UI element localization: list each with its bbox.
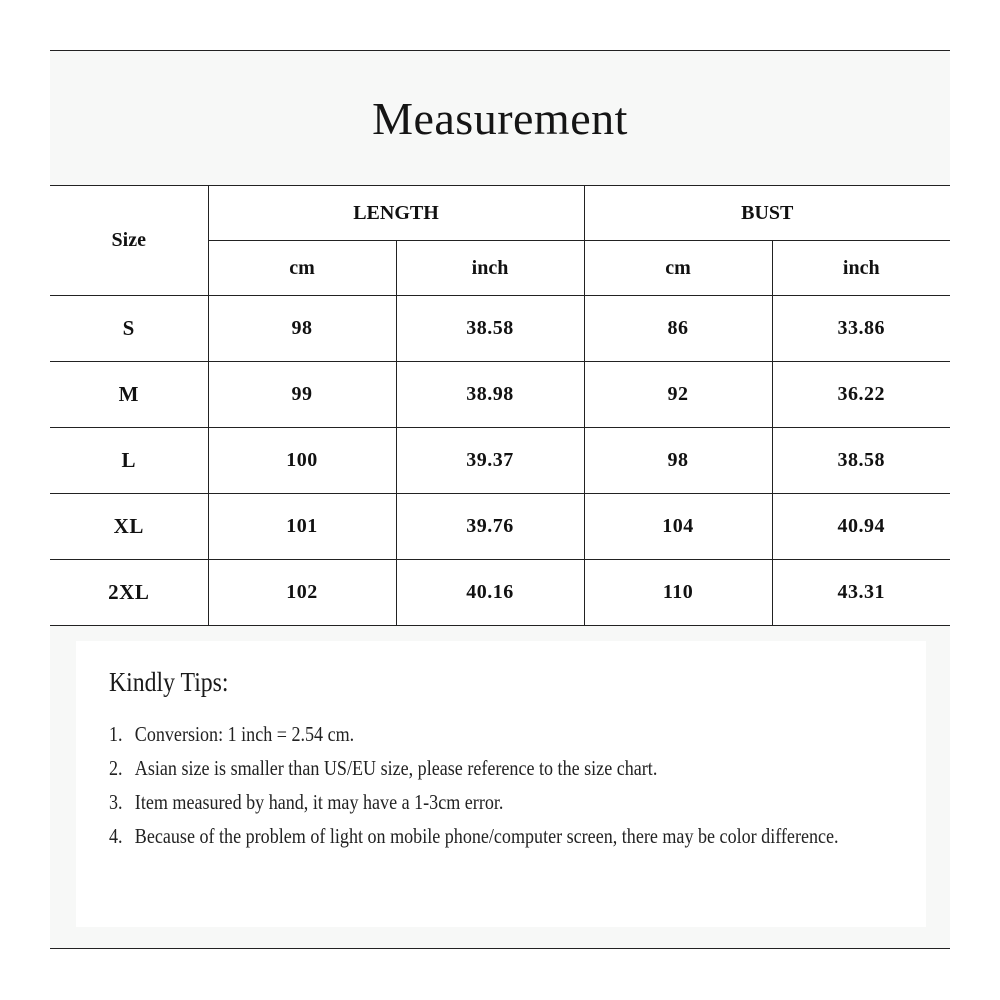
bust-inch-cell: 40.94: [772, 494, 950, 560]
bust-cm-header: cm: [584, 241, 772, 296]
tip-number: 1.: [109, 722, 123, 746]
table-row: [50, 296, 950, 362]
size-cell: L: [50, 428, 208, 494]
length-inch-cell: 38.98: [396, 362, 584, 428]
tips-panel: [76, 641, 926, 927]
length-inch-header: inch: [396, 241, 584, 296]
tip-number: 3.: [109, 790, 123, 814]
length-cm-cell: 102: [208, 560, 396, 626]
table-row: [50, 560, 950, 626]
length-cm-cell: 101: [208, 494, 396, 560]
size-cell: S: [50, 296, 208, 362]
table-row: [50, 428, 950, 494]
list-item: [109, 785, 883, 819]
bust-inch-cell: 38.58: [772, 428, 950, 494]
tip-text: Because of the problem of light on mobile phone/computer screen, there may be color difference.: [134, 824, 839, 848]
list-item: [109, 819, 883, 853]
list-item: [109, 751, 883, 785]
length-inch-cell: 40.16: [396, 560, 584, 626]
page-title: Measurement: [372, 92, 628, 144]
length-inch-cell: 39.37: [396, 428, 584, 494]
tip-text: Conversion: 1 inch = 2.54 cm.: [134, 722, 355, 746]
tip-text: Item measured by hand, it may have a 1-3cm error.: [134, 790, 504, 814]
tip-number: 2.: [109, 756, 123, 780]
bust-cm-cell: 98: [584, 428, 772, 494]
bust-group-header: BUST: [584, 186, 950, 241]
tip-text: Asian size is smaller than US/EU size, please reference to the size chart.: [134, 756, 658, 780]
bust-inch-header: inch: [772, 241, 950, 296]
size-cell: 2XL: [50, 560, 208, 626]
bust-cm-cell: 110: [584, 560, 772, 626]
bust-cm-cell: 92: [584, 362, 772, 428]
length-inch-cell: 38.58: [396, 296, 584, 362]
tips-title: Kindly Tips:: [109, 667, 229, 697]
table-row: [50, 362, 950, 428]
bust-inch-cell: 43.31: [772, 560, 950, 626]
measurement-sheet: [50, 50, 950, 949]
length-group-header: LENGTH: [208, 186, 584, 241]
length-cm-cell: 100: [208, 428, 396, 494]
bust-inch-cell: 33.86: [772, 296, 950, 362]
size-cell: XL: [50, 494, 208, 560]
size-table: [50, 185, 950, 626]
list-item: [109, 717, 883, 751]
table-header-row: [50, 186, 950, 241]
length-cm-cell: 98: [208, 296, 396, 362]
size-column-header: Size: [50, 186, 208, 296]
bust-cm-cell: 104: [584, 494, 772, 560]
bust-cm-cell: 86: [584, 296, 772, 362]
length-cm-header: cm: [208, 241, 396, 296]
tips-list: [109, 717, 889, 853]
tip-number: 4.: [109, 824, 123, 848]
bust-inch-cell: 36.22: [772, 362, 950, 428]
length-cm-cell: 99: [208, 362, 396, 428]
length-inch-cell: 39.76: [396, 494, 584, 560]
size-cell: M: [50, 362, 208, 428]
table-row: [50, 494, 950, 560]
